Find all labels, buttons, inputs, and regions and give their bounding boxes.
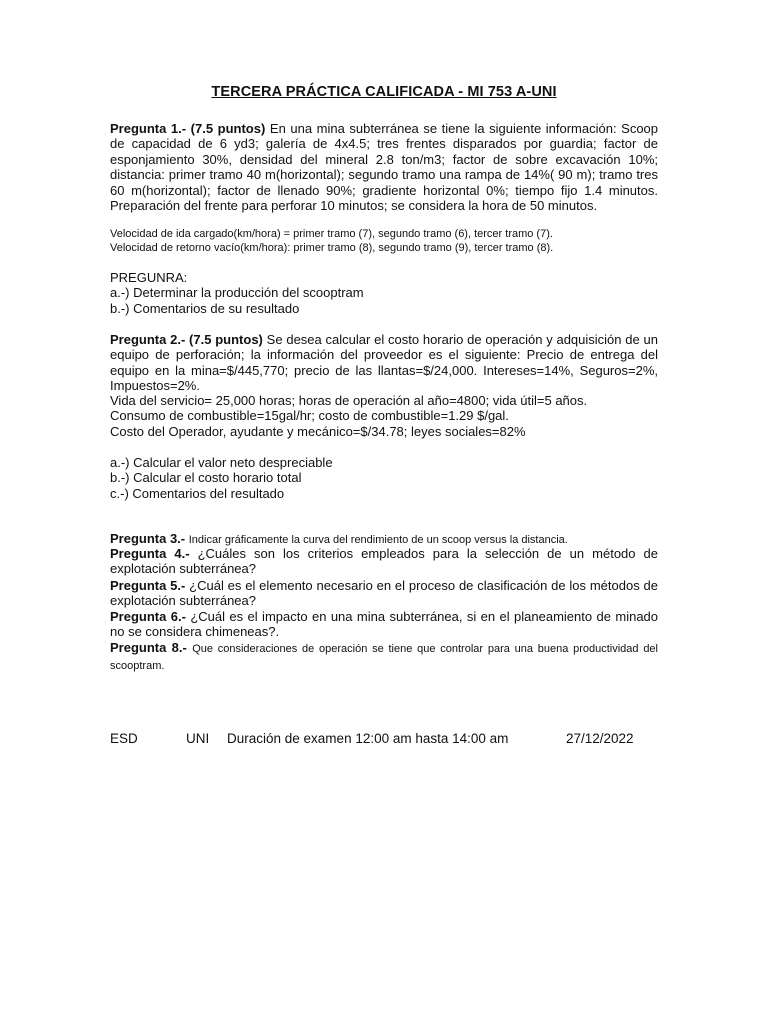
- question-6: [110, 609, 658, 640]
- question-4-label: Pregunta 4.-: [110, 546, 190, 561]
- question-2-line-service-life: Vida del servicio= 25,000 horas; horas de operación al año=4800; vida útil=5 años.: [110, 393, 588, 408]
- question-8: [110, 640, 658, 674]
- question-2-item-b: b.-) Calcular el costo horario total: [110, 470, 302, 486]
- subquestions-heading: PREGUNRA:: [110, 270, 188, 285]
- footer-uni: UNI: [186, 731, 210, 746]
- footer-date: 27/12/2022: [566, 731, 634, 746]
- question-2-line-operator: Costo del Operador, ayudante y mecánico=$/34.78; leyes sociales=82%: [110, 423, 526, 439]
- question-1-item-b: b.-) Comentarios de su resultado: [110, 300, 300, 316]
- question-2-statement: [110, 332, 658, 394]
- question-6-label: Pregunta 6.-: [110, 609, 186, 624]
- question-5-label: Pregunta 5.-: [110, 578, 186, 593]
- footer-esd: ESD: [110, 731, 138, 746]
- exam-title: TERCERA PRÁCTICA CALIFICADA - MI 753 A-UNI: [211, 84, 557, 100]
- question-1-statement: [110, 121, 658, 213]
- question-8-label: Pregunta 8.-: [110, 640, 187, 655]
- question-2-item-a: a.-) Calcular el valor neto despreciable: [110, 455, 333, 470]
- question-2-text: Se desea calcular el costo horario de operación y adquisición de un equipo de perforación; la información del proveedor es el siguiente: Precio de entrega del equipo en la mina=$/445,770; precio de las llantas=$/24,000. Intereses=14%, Seguros=2%, Impuestos=2%.: [110, 332, 658, 394]
- question-2-item-c: c.-) Comentarios del resultado: [110, 485, 285, 501]
- question-3-label: Pregunta 3.-: [110, 531, 186, 546]
- question-2-data-lines: [110, 393, 658, 439]
- question-3-text: Indicar gráficamente la curva del rendimiento de un scoop versus la distancia.: [188, 534, 568, 546]
- question-4-text: ¿Cuáles son los criterios empleados para la selección de un método de explotación subterránea?: [110, 546, 658, 577]
- question-1-speed-empty: Velocidad de retorno vacío(km/hora): primer tramo (8), segundo tramo (9), tercer tramo (8).: [110, 242, 554, 254]
- question-2-subquestions: [110, 455, 658, 501]
- question-5: [110, 578, 658, 609]
- question-2-line-fuel: Consumo de combustible=15gal/hr; costo de combustible=1.29 $/gal.: [110, 408, 509, 424]
- question-8-text: Que consideraciones de operación se tiene que controlar para una buena productividad del scooptram.: [110, 643, 658, 672]
- question-1-label: Pregunta 1.- (7.5 puntos): [110, 121, 266, 136]
- question-2-label: Pregunta 2.- (7.5 puntos): [110, 332, 263, 347]
- question-1-item-a: a.-) Determinar la producción del scooptram: [110, 285, 364, 301]
- question-5-text: ¿Cuál es el elemento necesario en el proceso de clasificación de los métodos de explotación subterránea?: [110, 578, 658, 609]
- question-1-text: En una mina subterránea se tiene la siguiente información: Scoop de capacidad de 6 yd3; galería de 4x4.5; tres frentes disparados por guardia; factor de esponjamiento 30%, densidad del mineral 2.8 ton/m3; factor de sobre excavación 10%; distancia: primer tramo 40 m(horizontal); segundo tramo una rampa de 14%( 90 m); tramo tres 60 m(horizontal); factor de llenado 90%; gradiente horizontal 0%; tiempo fijo 1.4 minutos. Preparación del frente para perforar 10 minutos; se considera la hora de 50 minutos.: [110, 121, 659, 214]
- question-6-text: ¿Cuál es el impacto en una mina subterránea, si en el planeamiento de minado no se considera chimeneas?.: [110, 609, 659, 640]
- question-4: [110, 546, 658, 577]
- footer-duration: Duración de examen 12:00 am hasta 14:00 am: [227, 731, 509, 746]
- question-1-speed-loaded: Velocidad de ida cargado(km/hora) = primer tramo (7), segundo tramo (6), tercer tramo (7).: [110, 228, 553, 240]
- question-1-subquestions: [110, 270, 658, 316]
